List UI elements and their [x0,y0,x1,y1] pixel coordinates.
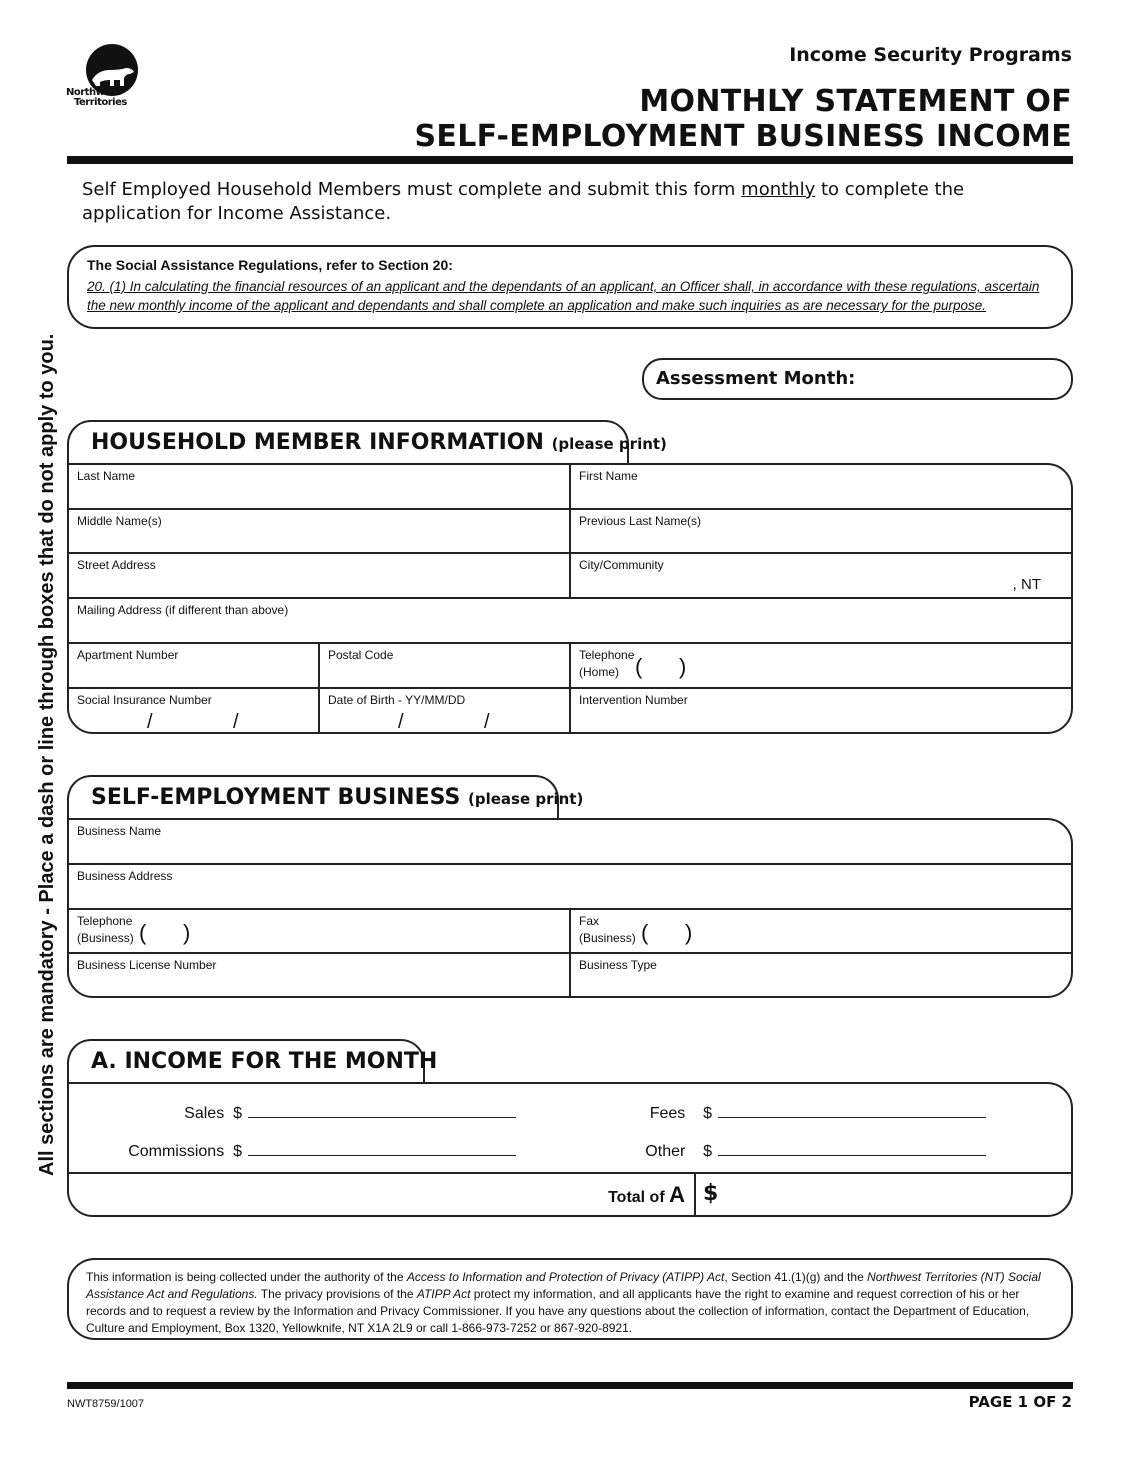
total-divider [694,1172,696,1217]
form-title-line-1: MONTHLY STATEMENT OF [639,84,1072,119]
previous-last-name-label: Previous Last Name(s) [579,514,702,528]
privacy-text: This information is being collected under the authority of the [86,1270,407,1284]
first-name-field[interactable] [571,465,1071,508]
page-number: PAGE 1 OF 2 [968,1393,1072,1411]
business-license-field[interactable] [69,954,571,996]
atipp-act-name: ATIPP Act [416,1287,471,1301]
business-address-label: Business Address [77,869,173,883]
logo-line-2: Territories [74,97,127,108]
form-title [415,84,1072,154]
nt-suffix: , NT [1012,576,1041,593]
business-license-label: Business License Number [77,958,217,972]
last-name-label: Last Name [77,469,136,483]
income-divider [69,1172,1071,1174]
business-telephone-field[interactable] [69,910,571,952]
business-type-label: Business Type [579,958,657,972]
total-currency: $ [703,1181,719,1206]
dob-separator: / [398,711,404,733]
household-form [67,463,1073,734]
other-input[interactable] [718,1142,986,1156]
business-form [67,818,1073,998]
income-section-tab [67,1039,438,1085]
area-code-brackets: ( ) [139,920,191,945]
fees-field[interactable] [650,1104,986,1123]
business-title-note: (please print) [467,790,584,808]
business-fax-label: Fax [579,914,600,928]
commissions-field[interactable] [128,1142,516,1161]
sin-separator: / [147,711,153,733]
fees-label: Fees [649,1105,686,1122]
business-telephone-sublabel: (Business) [77,931,134,945]
intro-emphasis: monthly [741,179,816,200]
privacy-text: The privacy provisions of the [257,1287,417,1301]
total-of-text: Total of [608,1189,665,1206]
commissions-label: Commissions [128,1143,225,1160]
nwt-logo-text [66,88,127,108]
privacy-act-name: Access to Information and Protection of Privacy (ATIPP) Act [406,1270,725,1284]
street-address-label: Street Address [77,558,156,572]
sales-label: Sales [184,1105,225,1122]
intro-text [82,178,1062,226]
social-assistance-act-name: Northwest Territories (NT) Social Assistance Act and Regulations. [86,1270,1041,1301]
dob-label: Date of Birth - YY/MM/DD [328,693,466,707]
business-title: SELF-EMPLOYMENT BUSINESS [91,785,461,810]
street-address-field[interactable] [69,554,571,597]
business-name-field[interactable] [69,820,1071,863]
privacy-text: protect my information, and all applicants have the right to examine and request correction of his or her records and to request a review by the Information and Privacy Commissioner. If you have any questions about the collection of information, contact the Department of Education, Culture and Employment, Box 1320, Yellowknife, NT X1A 2L9 or call 1-866-973-7252 or 867-920-8921. [86,1287,1030,1335]
income-title: A. INCOME FOR THE MONTH [91,1049,438,1074]
currency-symbol: $ [233,1105,242,1122]
business-type-field[interactable] [571,954,1071,996]
header-divider [67,156,1073,164]
regulations-text: 20. (1) In calculating the financial resources of an applicant and the dependants of an applicant, an Officer shall, in accordance with these regulations, ascertain the new monthly income of the applicant and dependants and shall complete an application and make such inquiries as are necessary for the purpose. [87,279,1040,313]
sales-input[interactable] [248,1104,516,1118]
form-number: NWT8759/1007 [67,1398,145,1410]
dob-separator: / [484,711,490,733]
mailing-address-label: Mailing Address (if different than above) [77,603,289,617]
total-letter: A [669,1182,685,1207]
business-telephone-label: Telephone [77,914,133,928]
area-code-brackets: ( ) [635,654,687,679]
total-amount-field[interactable] [703,1181,718,1206]
city-community-label: City/Community [579,558,664,572]
income-form [67,1082,1073,1217]
regulations-title: The Social Assistance Regulations, refer to Section 20: [87,257,453,273]
postal-code-label: Postal Code [328,648,394,662]
intro-before: Self Employed Household Members must complete and submit this form [82,179,742,200]
other-label: Other [645,1143,686,1160]
fees-input[interactable] [718,1104,986,1118]
privacy-text: , Section 41.(1)(g) and the [724,1270,868,1284]
business-fax-field[interactable] [571,910,1071,952]
apartment-number-label: Apartment Number [77,648,179,662]
footer-divider [67,1382,1073,1389]
privacy-notice [67,1258,1073,1340]
business-name-label: Business Name [77,824,162,838]
regulations-box [67,245,1073,329]
home-telephone-field[interactable] [571,644,1071,687]
total-label [608,1182,685,1208]
business-address-field[interactable] [69,865,1071,908]
sin-field[interactable] [69,689,320,734]
currency-symbol: $ [703,1105,712,1122]
first-name-label: First Name [579,469,638,483]
middle-names-label: Middle Name(s) [77,514,162,528]
home-telephone-label: Telephone [579,648,635,662]
currency-symbol: $ [703,1143,712,1160]
previous-last-name-field[interactable] [571,510,1071,552]
intro-after: to complete the application for Income Assistance. [82,179,965,224]
currency-symbol: $ [233,1143,242,1160]
middle-names-field[interactable] [69,510,571,552]
assessment-month-field[interactable] [642,358,1073,400]
business-section-tab [67,775,584,821]
program-name: Income Security Programs [789,44,1072,66]
sin-label: Social Insurance Number [77,693,212,707]
city-community-field[interactable] [571,554,1071,597]
household-section-tab [67,420,667,466]
household-title-note: (please print) [551,435,667,453]
last-name-field[interactable] [69,465,571,508]
logo-line-1: Northwest [66,87,121,98]
sin-separator: / [233,711,239,733]
form-title-line-2: SELF-EMPLOYMENT BUSINESS INCOME [414,119,1072,154]
home-telephone-sublabel: (Home) [579,665,620,679]
assessment-month-label: Assessment Month: [656,368,856,389]
mailing-address-field[interactable] [69,599,1071,642]
other-field[interactable] [645,1142,986,1161]
intervention-number-field[interactable] [571,689,1071,734]
household-title: HOUSEHOLD MEMBER INFORMATION [91,430,544,455]
postal-code-field[interactable] [320,644,571,687]
mandatory-note: All sections are mandatory - Place a dash or line through boxes that do not apply to you. [36,333,58,1176]
sales-field[interactable] [184,1104,516,1123]
dob-field[interactable] [320,689,571,734]
apartment-number-field[interactable] [69,644,320,687]
area-code-brackets: ( ) [641,920,693,945]
commissions-input[interactable] [248,1142,516,1156]
business-fax-sublabel: (Business) [579,931,636,945]
intervention-number-label: Intervention Number [579,693,688,707]
